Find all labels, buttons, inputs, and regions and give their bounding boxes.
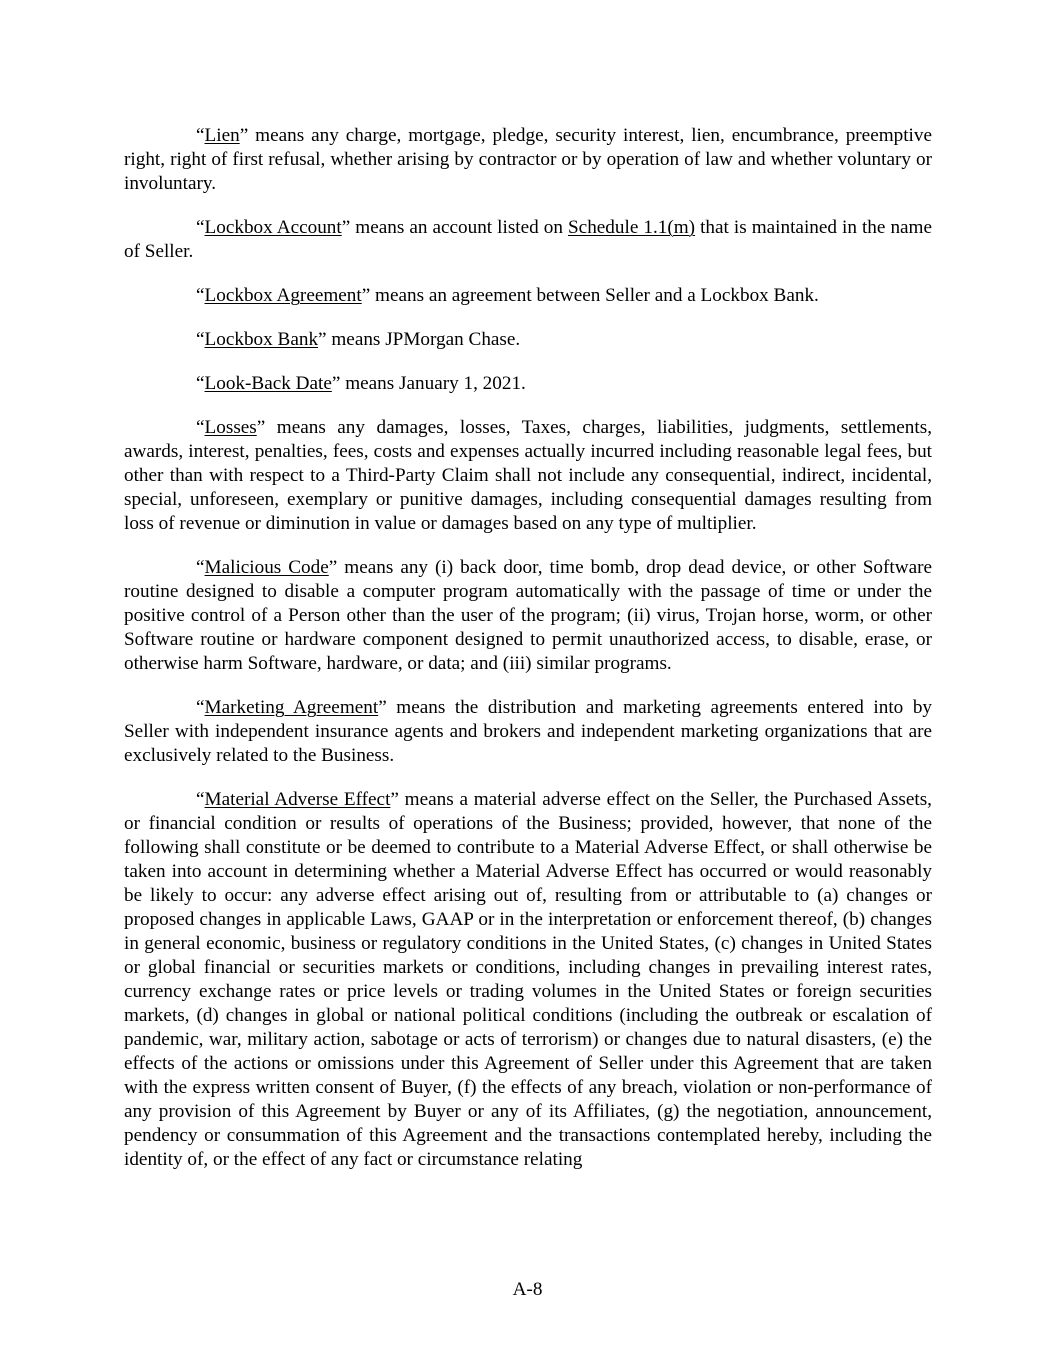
close-quote: ” [378, 697, 387, 718]
definition-text: means the distribution and marketing agreements entered into by Seller with independent insurance agents and brokers and independent marketing organizations that are exclusively related to the Business. [124, 697, 933, 766]
definition-text: means any damages, losses, Taxes, charges, liabilities, judgments, settlements, awards, interest, penalties, fees, costs and expenses actually incurred including reasonable legal fees, but other than with respect to a Third-Party Claim shall not include any consequential, indirect, incidental, special, unforeseen, exemplary or punitive damages, including consequential damages resulting from loss of revenue or diminution in value or damages based on any type of multiplier. [124, 417, 932, 534]
open-quote: “ [196, 125, 205, 146]
close-quote: ” [331, 373, 341, 394]
close-quote: ” [341, 217, 351, 238]
definition-text: means JPMorgan Chase. [326, 329, 521, 350]
definition-text: means an agreement between Seller and a Lockbox Bank. [370, 285, 819, 306]
definition-losses [124, 416, 932, 536]
term-lockbox-bank: Lockbox Bank [204, 329, 319, 350]
document-page [124, 124, 932, 1192]
definition-text: means any (i) back door, time bomb, drop dead device, or other Software routine designed to disable a computer program automatically with the passage of time or under the positive control of a Person other than the user of the program; (ii) virus, Trojan horse, worm, or other Software routine or hardware component designed to permit unauthorized access, to disable, erase, or otherwise harm Software, hardware, or data; and (iii) similar programs. [124, 557, 932, 674]
close-quote: ” [328, 557, 338, 578]
term-look-back-date: Look-Back Date [204, 373, 332, 394]
term-losses: Losses [204, 417, 257, 438]
term-lien: Lien [204, 125, 240, 146]
schedule-reference: Schedule 1.1(m) [568, 217, 696, 238]
definition-text: means any charge, mortgage, pledge, security interest, lien, encumbrance, preemptive right, right of first refusal, whether arising by contractor or by operation of law and whether voluntary or involuntary. [124, 125, 932, 194]
definition-lockbox-bank [124, 328, 932, 352]
close-quote: ” [318, 329, 327, 350]
open-quote: “ [196, 417, 205, 438]
definition-marketing-agreement [124, 696, 932, 768]
open-quote: “ [196, 557, 205, 578]
term-malicious-code: Malicious Code [204, 557, 329, 578]
open-quote: “ [196, 217, 205, 238]
open-quote: “ [196, 697, 205, 718]
close-quote: ” [390, 789, 399, 810]
close-quote: ” [361, 285, 371, 306]
definition-lockbox-agreement [124, 284, 932, 308]
definition-material-adverse-effect [124, 788, 932, 1172]
definition-text: means a material adverse effect on the Seller, the Purchased Assets, or financial condition or results of operations of the Business; provided, however, that none of the following shall constitute or be deemed to contribute to a Material Adverse Effect, or shall otherwise be taken into account in determining whether a Material Adverse Effect has occurred or would reasonably be likely to occur: any adverse effect arising out of, resulting from or attributable to (a) changes or proposed changes in applicable Laws, GAAP or in the interpretation or enforcement thereof, (b) changes in general economic, business or regulatory conditions in the United States, (c) changes in United States or global financial or securities markets or conditions, including changes in prevailing interest rates, currency exchange rates or price levels or trading volumes in the United States or foreign securities markets, (d) changes in global or national political conditions (including the outbreak or escalation of pandemic, war, military action, sabotage or acts of terrorism) or changes due to natural disasters, (e) the effects of the actions or omissions under this Agreement of Seller under this Agreement that are taken with the express written consent of Buyer, (f) the effects of any breach, violation or non-performance of any provision of this Agreement by Buyer or any of its Affiliates, (g) the negotiation, announcement, pendency or consummation of this Agreement and the transactions contemplated hereby, including the identity of, or the effect of any fact or circumstance relating [124, 789, 932, 1170]
term-marketing-agreement: Marketing Agreement [204, 697, 379, 718]
term-lockbox-agreement: Lockbox Agreement [204, 285, 362, 306]
close-quote: ” [239, 125, 249, 146]
open-quote: “ [196, 373, 205, 394]
definition-lockbox-account [124, 216, 932, 264]
open-quote: “ [196, 789, 205, 810]
open-quote: “ [196, 285, 205, 306]
open-quote: “ [196, 329, 205, 350]
close-quote: ” [256, 417, 266, 438]
term-material-adverse-effect: Material Adverse Effect [204, 789, 391, 810]
definition-malicious-code [124, 556, 932, 676]
term-lockbox-account: Lockbox Account [204, 217, 342, 238]
definition-look-back-date [124, 372, 932, 396]
definition-text: means an account listed on [350, 217, 568, 238]
definition-lien [124, 124, 932, 196]
definition-text: means January 1, 2021. [340, 373, 526, 394]
definition-text: that is maintained in the name of Seller. [124, 217, 932, 262]
page-number: A-8 [512, 1279, 543, 1300]
